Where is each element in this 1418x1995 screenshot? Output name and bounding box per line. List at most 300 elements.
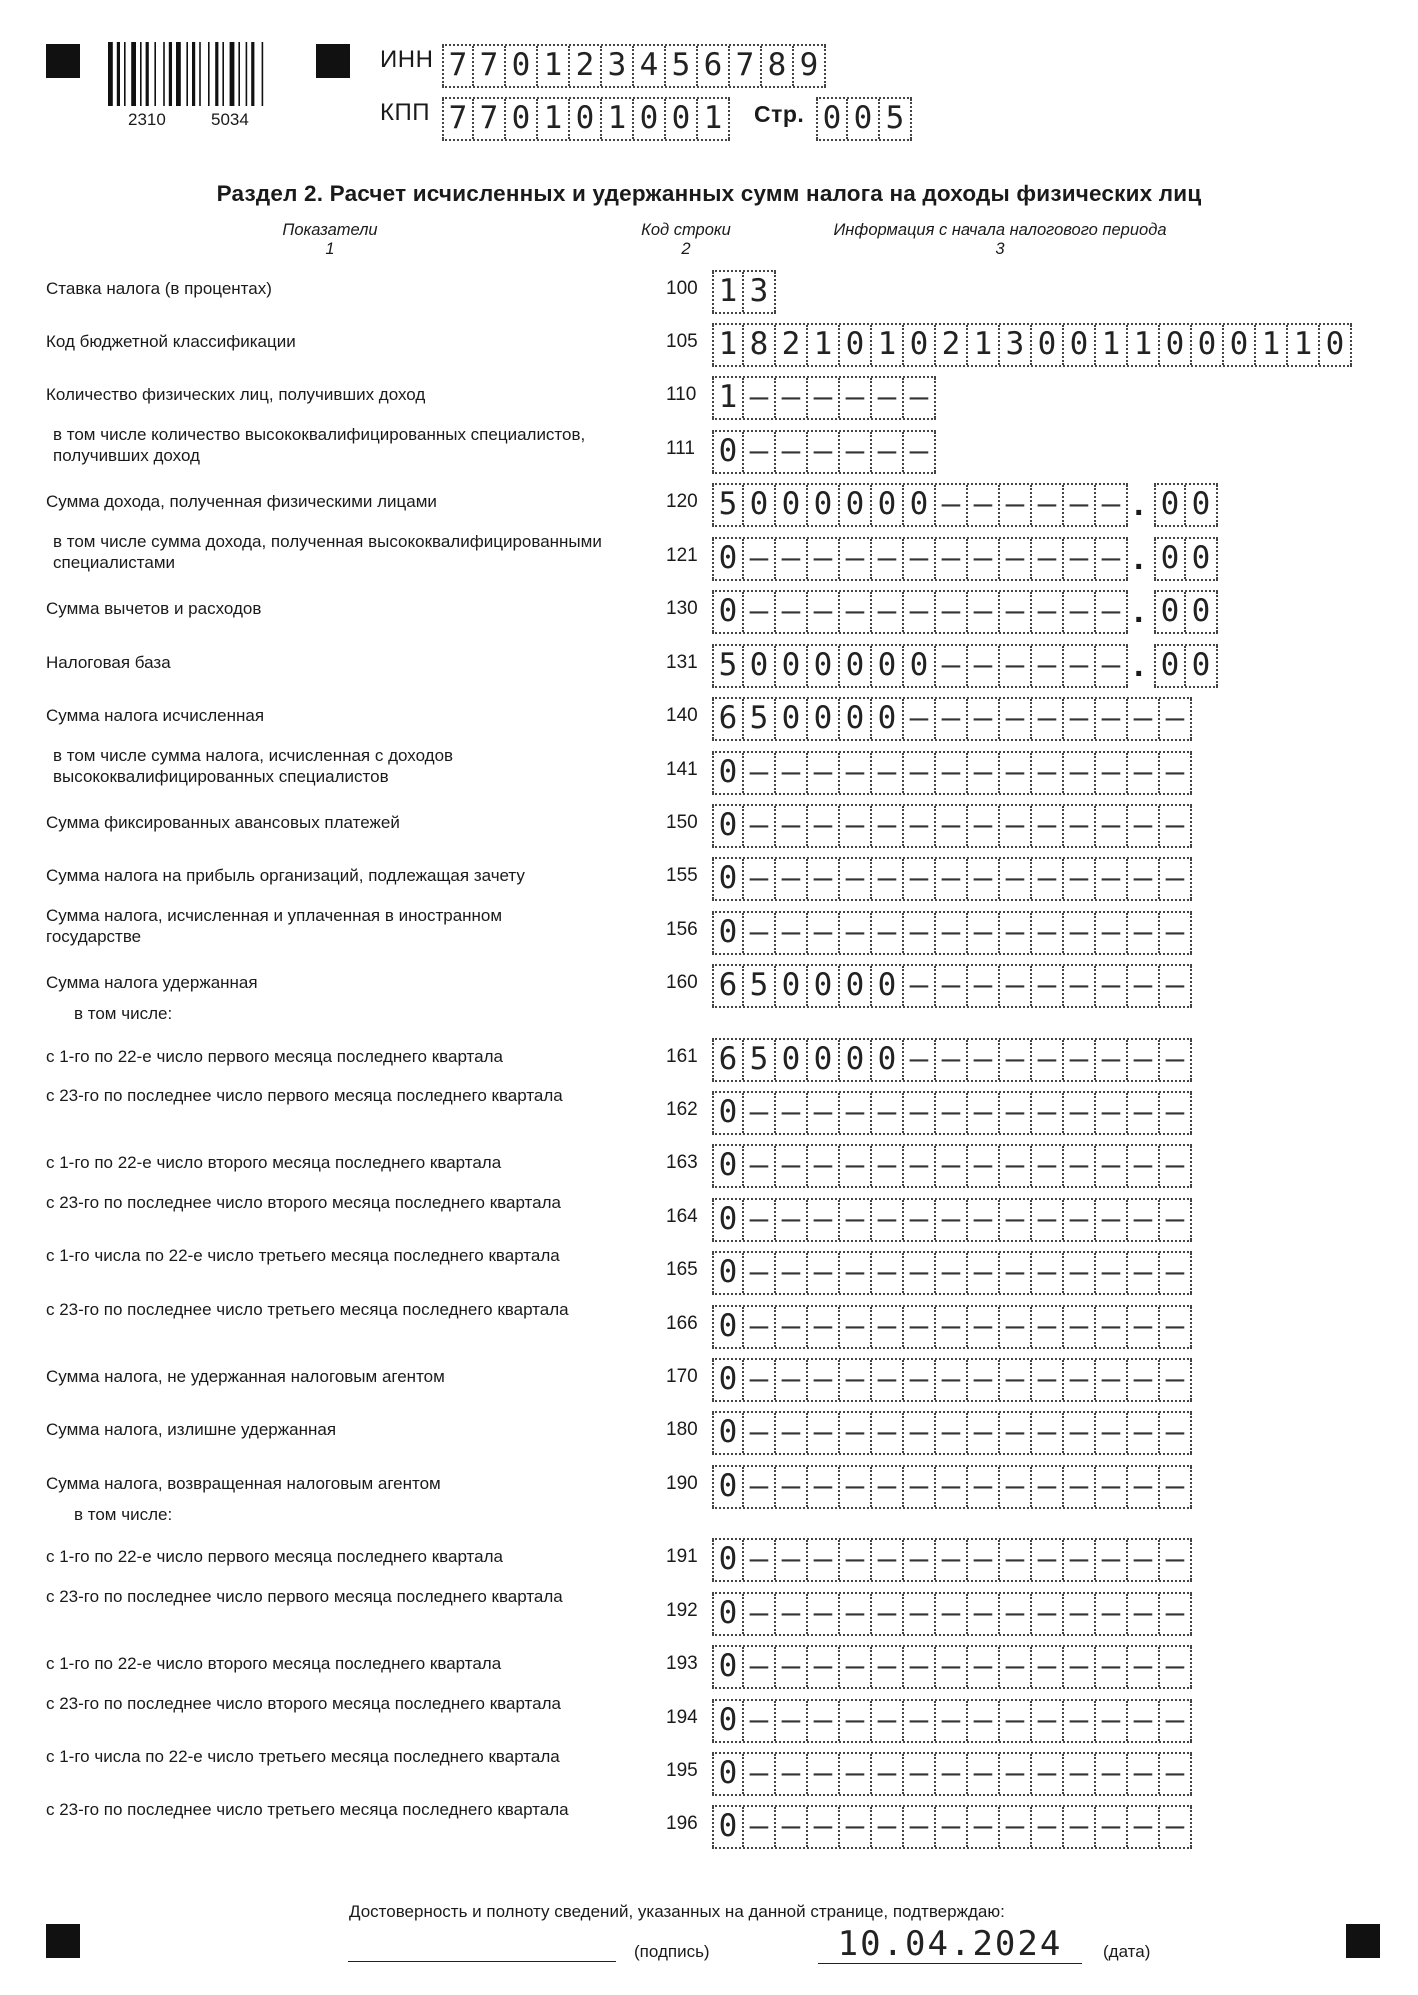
value-field-111[interactable] [712, 430, 936, 474]
char-cell: 7 [474, 46, 506, 86]
char-cell: – [872, 378, 904, 418]
value-field-130[interactable] [712, 590, 1128, 634]
row-label-166: с 23-го по последнее число третьего месяца последнего квартала [46, 1300, 569, 1319]
char-cell: – [776, 1647, 808, 1687]
value-field-180[interactable] [712, 1411, 1192, 1455]
column-header-indicators [210, 221, 450, 259]
char-cell: – [936, 806, 968, 846]
char-cell: – [808, 753, 840, 793]
char-cell: – [1128, 1413, 1160, 1453]
char-cell: 0 [712, 1093, 744, 1133]
char-cell: 0 [1154, 485, 1186, 525]
char-cell: – [872, 1754, 904, 1794]
char-cell: – [744, 378, 776, 418]
char-cell: – [1128, 1040, 1160, 1080]
char-cell: – [1032, 1307, 1064, 1347]
value-field-141[interactable] [712, 751, 1192, 795]
corner-marker-top-left [46, 44, 80, 78]
char-cell: – [1128, 1594, 1160, 1634]
char-cell: – [808, 1701, 840, 1741]
char-cell: – [1000, 1307, 1032, 1347]
char-cell: – [904, 1360, 936, 1400]
char-cell: – [776, 1701, 808, 1741]
char-cell: – [968, 1307, 1000, 1347]
char-cell: – [1032, 1200, 1064, 1240]
value-field-140[interactable] [712, 697, 1192, 741]
char-cell: – [1160, 1307, 1192, 1347]
char-cell: – [1000, 1360, 1032, 1400]
signature-caption: (подпись) [634, 1942, 710, 1961]
char-cell: – [1160, 1093, 1192, 1133]
char-cell: 6 [712, 966, 744, 1006]
column-title: Информация с начала налогового периода [833, 221, 1167, 239]
char-cell: – [1000, 1647, 1032, 1687]
char-cell: – [1000, 1807, 1032, 1847]
char-cell: – [1128, 1754, 1160, 1794]
char-cell: – [1096, 699, 1128, 739]
char-cell: – [1096, 859, 1128, 899]
kopecks-field-120[interactable] [1154, 483, 1218, 527]
char-cell: – [904, 592, 936, 632]
char-cell: – [1000, 1200, 1032, 1240]
char-cell: – [1128, 1807, 1160, 1847]
char-cell: 7 [442, 99, 474, 139]
char-cell: – [1064, 1701, 1096, 1741]
page-number-field[interactable] [816, 97, 912, 141]
char-cell: 0 [776, 646, 808, 686]
char-cell: – [968, 913, 1000, 953]
value-field-110[interactable] [712, 376, 936, 420]
char-cell: – [808, 1413, 840, 1453]
value-field-195[interactable] [712, 1752, 1192, 1796]
char-cell: – [1064, 699, 1096, 739]
char-cell: – [1160, 1754, 1192, 1794]
char-cell: – [904, 806, 936, 846]
value-field-105[interactable] [712, 323, 1352, 367]
char-cell: – [840, 753, 872, 793]
char-cell: – [1000, 806, 1032, 846]
char-cell: – [744, 859, 776, 899]
row-label-194: с 23-го по последнее число второго месяца последнего квартала [46, 1694, 561, 1713]
char-cell: – [872, 592, 904, 632]
char-cell: – [1128, 753, 1160, 793]
line-code-196: 196 [666, 1813, 698, 1834]
char-cell: – [936, 1093, 968, 1133]
char-cell: – [1064, 1540, 1096, 1580]
char-cell: – [808, 378, 840, 418]
char-cell: – [1032, 1146, 1064, 1186]
char-cell: – [1064, 1413, 1096, 1453]
char-cell: – [1000, 646, 1032, 686]
char-cell: – [1032, 1807, 1064, 1847]
char-cell: – [776, 913, 808, 953]
char-cell: 4 [634, 46, 666, 86]
char-cell: – [808, 1647, 840, 1687]
char-cell: 0 [506, 46, 538, 86]
row-label-121: в том числе сумма дохода, полученная высококвалифицированными специалистами [53, 532, 602, 572]
column-header-period-info [790, 221, 1210, 259]
char-cell: – [776, 1307, 808, 1347]
char-cell: – [744, 806, 776, 846]
char-cell: – [872, 806, 904, 846]
char-cell: – [872, 913, 904, 953]
line-code-180: 180 [666, 1419, 698, 1440]
char-cell: – [1096, 753, 1128, 793]
column-number: 2 [681, 240, 691, 258]
char-cell: 0 [872, 699, 904, 739]
char-cell: – [936, 1253, 968, 1293]
char-cell: 0 [712, 1200, 744, 1240]
value-field-190[interactable] [712, 1465, 1192, 1509]
char-cell: – [968, 1754, 1000, 1794]
char-cell: – [1128, 859, 1160, 899]
char-cell: 0 [570, 99, 602, 139]
char-cell: – [968, 1253, 1000, 1293]
char-cell: – [968, 859, 1000, 899]
char-cell: 0 [712, 806, 744, 846]
char-cell: 0 [1032, 325, 1064, 365]
char-cell: – [1064, 966, 1096, 1006]
char-cell: – [1000, 1701, 1032, 1741]
value-field-196[interactable] [712, 1805, 1192, 1849]
char-cell: – [904, 966, 936, 1006]
column-number: 3 [995, 240, 1005, 258]
char-cell: – [904, 1200, 936, 1240]
value-field-121[interactable] [712, 537, 1128, 581]
value-field-193[interactable] [712, 1645, 1192, 1689]
row-label-110: Количество физических лиц, получивших доход [46, 385, 426, 404]
char-cell: – [1000, 1467, 1032, 1507]
char-cell: 0 [904, 485, 936, 525]
char-cell: 1 [1128, 325, 1160, 365]
value-field-165[interactable] [712, 1251, 1192, 1295]
inn-field[interactable] [442, 44, 826, 88]
char-cell: – [968, 966, 1000, 1006]
char-cell: – [808, 1467, 840, 1507]
kpp-field[interactable] [442, 97, 730, 141]
row-label-156: Сумма налога, исчисленная и уплаченная в иностранном государстве [46, 906, 503, 946]
char-cell: 1 [1288, 325, 1320, 365]
char-cell: – [1096, 1754, 1128, 1794]
char-cell: – [872, 1807, 904, 1847]
char-cell: – [872, 1701, 904, 1741]
column-number: 1 [325, 240, 335, 258]
char-cell: – [1000, 699, 1032, 739]
column-header-line-code [616, 221, 756, 259]
value-field-191[interactable] [712, 1538, 1192, 1582]
char-cell: – [1032, 1754, 1064, 1794]
char-cell: – [1000, 592, 1032, 632]
value-field-120[interactable] [712, 483, 1128, 527]
char-cell: 1 [968, 325, 1000, 365]
char-cell: 0 [712, 1807, 744, 1847]
char-cell: – [968, 806, 1000, 846]
kpp-label: КПП [380, 99, 430, 126]
char-cell: 0 [872, 485, 904, 525]
char-cell: – [808, 1307, 840, 1347]
char-cell: – [776, 1360, 808, 1400]
char-cell: – [936, 592, 968, 632]
char-cell: – [1000, 539, 1032, 579]
char-cell: – [1064, 1360, 1096, 1400]
char-cell: – [1032, 806, 1064, 846]
char-cell: 0 [872, 966, 904, 1006]
char-cell: 0 [848, 99, 880, 139]
char-cell: – [744, 1253, 776, 1293]
char-cell: – [1032, 1413, 1064, 1453]
value-field-164[interactable] [712, 1198, 1192, 1242]
char-cell: 0 [840, 1040, 872, 1080]
char-cell: 1 [712, 325, 744, 365]
char-cell: – [744, 1594, 776, 1634]
char-cell: – [1096, 592, 1128, 632]
char-cell: – [1096, 1701, 1128, 1741]
char-cell: – [936, 753, 968, 793]
char-cell: – [1128, 806, 1160, 846]
char-cell: 0 [1186, 592, 1218, 632]
char-cell: – [1096, 1807, 1128, 1847]
char-cell: – [1000, 485, 1032, 525]
char-cell: 0 [1186, 646, 1218, 686]
char-cell: 0 [808, 699, 840, 739]
char-cell: – [936, 913, 968, 953]
char-cell: – [936, 1701, 968, 1741]
char-cell: 0 [776, 966, 808, 1006]
char-cell: 0 [840, 325, 872, 365]
char-cell: – [904, 1540, 936, 1580]
char-cell: – [968, 1594, 1000, 1634]
line-code-155: 155 [666, 865, 698, 886]
char-cell: – [1000, 859, 1032, 899]
value-field-162[interactable] [712, 1091, 1192, 1135]
row-label-100: Ставка налога (в процентах) [46, 279, 272, 298]
value-field-160[interactable] [712, 964, 1192, 1008]
value-field-131[interactable] [712, 644, 1128, 688]
char-cell: – [1128, 1253, 1160, 1293]
char-cell: 0 [744, 646, 776, 686]
char-cell: – [1000, 966, 1032, 1006]
char-cell: 1 [698, 99, 730, 139]
value-field-192[interactable] [712, 1592, 1192, 1636]
char-cell: – [1096, 966, 1128, 1006]
char-cell: – [1160, 1540, 1192, 1580]
char-cell: 0 [712, 592, 744, 632]
decimal-point: . [1134, 485, 1144, 523]
line-code-131: 131 [666, 652, 698, 673]
char-cell: 0 [712, 1307, 744, 1347]
char-cell: – [776, 1467, 808, 1507]
char-cell: – [1064, 1594, 1096, 1634]
char-cell: 2 [776, 325, 808, 365]
value-field-150[interactable] [712, 804, 1192, 848]
char-cell: – [808, 432, 840, 472]
char-cell: 3 [602, 46, 634, 86]
char-cell: – [872, 1413, 904, 1453]
char-cell: 1 [1256, 325, 1288, 365]
char-cell: 1 [1096, 325, 1128, 365]
char-cell: – [1128, 913, 1160, 953]
char-cell: 2 [936, 325, 968, 365]
char-cell: – [904, 1253, 936, 1293]
kopecks-field-131[interactable] [1154, 644, 1218, 688]
char-cell: 0 [816, 99, 848, 139]
line-code-191: 191 [666, 1546, 698, 1567]
char-cell: – [1096, 1253, 1128, 1293]
char-cell: 0 [1154, 539, 1186, 579]
char-cell: – [808, 1146, 840, 1186]
value-field-163[interactable] [712, 1144, 1192, 1188]
char-cell: 0 [808, 646, 840, 686]
char-cell: – [936, 646, 968, 686]
char-cell: – [1032, 646, 1064, 686]
char-cell: – [840, 1146, 872, 1186]
char-cell: – [744, 1467, 776, 1507]
char-cell: 0 [1224, 325, 1256, 365]
char-cell: – [872, 1647, 904, 1687]
row-label-195: с 1-го числа по 22-е число третьего месяца последнего квартала [46, 1747, 560, 1766]
char-cell: – [808, 1360, 840, 1400]
row-label-193: с 1-го по 22-е число второго месяца последнего квартала [46, 1654, 502, 1673]
char-cell: – [1000, 913, 1032, 953]
char-cell: – [776, 1540, 808, 1580]
char-cell: – [1128, 966, 1160, 1006]
char-cell: 0 [634, 99, 666, 139]
char-cell: – [1160, 1200, 1192, 1240]
char-cell: – [840, 806, 872, 846]
kopecks-field-121[interactable] [1154, 537, 1218, 581]
char-cell: 0 [744, 485, 776, 525]
char-cell: 0 [506, 99, 538, 139]
char-cell: – [1096, 1040, 1128, 1080]
char-cell: – [872, 1307, 904, 1347]
char-cell: – [1128, 1467, 1160, 1507]
char-cell: – [1160, 1701, 1192, 1741]
char-cell: 9 [794, 46, 826, 86]
char-cell: – [840, 913, 872, 953]
char-cell: 0 [712, 1146, 744, 1186]
value-field-100[interactable] [712, 270, 776, 314]
char-cell: – [776, 1754, 808, 1794]
char-cell: – [1032, 1040, 1064, 1080]
date-field[interactable]: 10.04.2024 [818, 1925, 1082, 1964]
char-cell: – [776, 592, 808, 632]
char-cell: – [968, 646, 1000, 686]
char-cell: – [968, 1360, 1000, 1400]
char-cell: 0 [1160, 325, 1192, 365]
char-cell: – [1128, 1200, 1160, 1240]
char-cell: 0 [840, 485, 872, 525]
value-field-161[interactable] [712, 1038, 1192, 1082]
char-cell: – [1160, 1040, 1192, 1080]
char-cell: – [776, 1253, 808, 1293]
char-cell: – [1064, 859, 1096, 899]
row-label-160: Сумма налога удержанная [46, 973, 258, 992]
char-cell: 0 [1192, 325, 1224, 365]
char-cell: – [1000, 1594, 1032, 1634]
char-cell: – [936, 1594, 968, 1634]
char-cell: – [840, 1360, 872, 1400]
char-cell: – [1096, 1307, 1128, 1347]
char-cell: – [904, 1040, 936, 1080]
char-cell: – [872, 539, 904, 579]
line-code-121: 121 [666, 545, 698, 566]
column-title: Код строки [641, 221, 731, 239]
char-cell: – [904, 1093, 936, 1133]
line-code-192: 192 [666, 1600, 698, 1621]
char-cell: – [840, 1413, 872, 1453]
char-cell: – [744, 753, 776, 793]
char-cell: 1 [712, 272, 744, 312]
char-cell: – [1032, 1701, 1064, 1741]
char-cell: – [1128, 699, 1160, 739]
value-field-155[interactable] [712, 857, 1192, 901]
char-cell: – [776, 859, 808, 899]
char-cell: – [936, 1467, 968, 1507]
char-cell: – [744, 1540, 776, 1580]
char-cell: – [808, 806, 840, 846]
kopecks-field-130[interactable] [1154, 590, 1218, 634]
char-cell: – [1032, 859, 1064, 899]
char-cell: – [1128, 1146, 1160, 1186]
char-cell: – [904, 1413, 936, 1453]
char-cell: – [744, 539, 776, 579]
char-cell: – [1000, 1093, 1032, 1133]
char-cell: 8 [762, 46, 794, 86]
value-field-156[interactable] [712, 911, 1192, 955]
char-cell: – [1064, 1093, 1096, 1133]
row-label-150: Сумма фиксированных авансовых платежей [46, 813, 400, 832]
corner-marker-bottom-left [46, 1924, 80, 1958]
subheading-including: в том числе: [74, 1004, 173, 1023]
value-field-194[interactable] [712, 1699, 1192, 1743]
char-cell: – [1064, 806, 1096, 846]
char-cell: – [872, 1594, 904, 1634]
char-cell: – [1064, 1253, 1096, 1293]
char-cell: – [1160, 753, 1192, 793]
char-cell: – [904, 859, 936, 899]
char-cell: – [808, 913, 840, 953]
char-cell: – [936, 1200, 968, 1240]
signature-line[interactable] [348, 1961, 616, 1962]
char-cell: 0 [712, 1594, 744, 1634]
char-cell: – [776, 539, 808, 579]
value-field-170[interactable] [712, 1358, 1192, 1402]
char-cell: – [1160, 699, 1192, 739]
barcode-icon [108, 42, 290, 114]
char-cell: – [840, 1701, 872, 1741]
char-cell: – [1128, 1701, 1160, 1741]
char-cell: – [1064, 1307, 1096, 1347]
char-cell: 0 [712, 1647, 744, 1687]
corner-marker-bottom-right [1346, 1924, 1380, 1958]
char-cell: – [1096, 1200, 1128, 1240]
char-cell: – [1032, 699, 1064, 739]
char-cell: – [968, 699, 1000, 739]
value-field-166[interactable] [712, 1305, 1192, 1349]
char-cell: – [808, 539, 840, 579]
char-cell: – [808, 1807, 840, 1847]
char-cell: – [872, 1467, 904, 1507]
char-cell: – [840, 432, 872, 472]
char-cell: – [872, 1253, 904, 1293]
char-cell: – [936, 1647, 968, 1687]
char-cell: – [776, 1807, 808, 1847]
row-label-140: Сумма налога исчисленная [46, 706, 265, 725]
char-cell: – [840, 378, 872, 418]
char-cell: – [744, 1754, 776, 1794]
char-cell: – [872, 1540, 904, 1580]
char-cell: – [1096, 1360, 1128, 1400]
